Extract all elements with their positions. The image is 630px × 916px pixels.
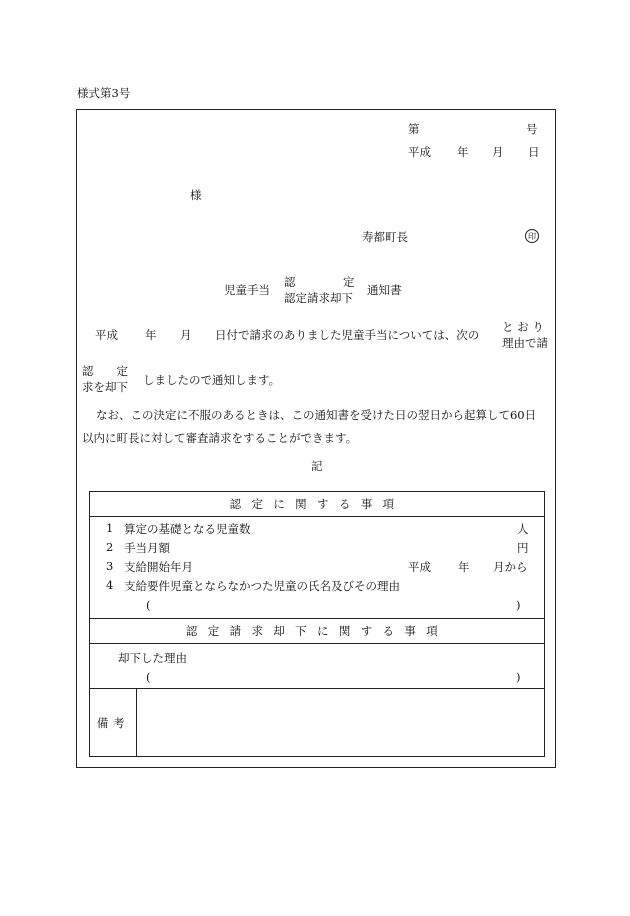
body1-month: 月 [180,328,192,342]
date-year: 年 [457,145,469,159]
title-lead: 児童手当 [224,283,270,297]
date-era: 平成 [408,145,431,159]
item-2-label: 手当月額 [124,541,170,555]
item-1-num: 1 [106,521,114,535]
body2-text: しましたので通知します。 [143,373,281,387]
note-line-1: なお、この決定に不服のあるときは、この通知書を受けた日の翌日から起算して60日 [96,408,537,422]
rejection-paren-open: ( [146,670,151,684]
body1-year: 年 [145,328,157,342]
title-tail: 通知書 [367,283,402,297]
item-1-label: 算定の基礎となる児童数 [124,522,251,536]
body1-option-top: と お り [502,320,544,334]
body2-option-top: 認 定 [82,364,128,378]
doc-number-suffix: 号 [526,122,538,136]
item-3-label: 支給開始年月 [124,560,193,574]
item-4-paren-open: ( [146,598,151,612]
item-2-num: 2 [106,540,114,554]
body2-option-bottom: 求を却下 [82,380,128,394]
date-month: 月 [492,145,504,159]
note-line-2: 以内に町長に対して審査請求をすることができます。 [82,431,358,445]
body1-text: 日付で請求のありました児童手当については、次の [215,328,480,342]
addressee-suffix: 様 [190,188,202,202]
ki-heading: 記 [311,459,323,473]
remarks-label: 備考 [90,689,137,757]
doc-number-prefix: 第 [408,122,420,136]
approval-header: 認定に関する事項 [90,492,545,517]
item-3-unit: 月から [493,560,528,574]
item-2-unit: 円 [517,541,529,555]
item-3-num: 3 [106,559,114,573]
body1-option-bottom: 理由で請 [502,336,548,350]
title-option-bottom: 認定請求却下 [284,291,353,305]
seal-mark: 印 [525,229,539,243]
rejection-paren-close: ) [516,670,521,684]
rejection-header: 認定請求却下に関する事項 [90,619,545,644]
remarks-field[interactable] [137,689,545,757]
item-3-era: 平成 [408,560,431,574]
form-number: 様式第3号 [77,86,131,100]
rejection-label: 却下した理由 [118,651,187,665]
issuer-name: 寿都町長 [362,230,408,244]
rejection-cell [90,644,545,689]
approval-items-cell [90,517,545,619]
item-1-unit: 人 [517,522,529,536]
title-option-top-2: 定 [343,275,355,289]
item-4-num: 4 [106,578,114,592]
date-day: 日 [528,145,540,159]
details-table [89,491,545,757]
item-4-paren-close: ) [516,598,521,612]
body1-date-era: 平成 [95,328,118,342]
item-3-year: 年 [458,560,470,574]
title-option-top-1: 認 [284,275,296,289]
item-4-label: 支給要件児童とならなかつた児童の氏名及びその理由 [124,579,400,593]
